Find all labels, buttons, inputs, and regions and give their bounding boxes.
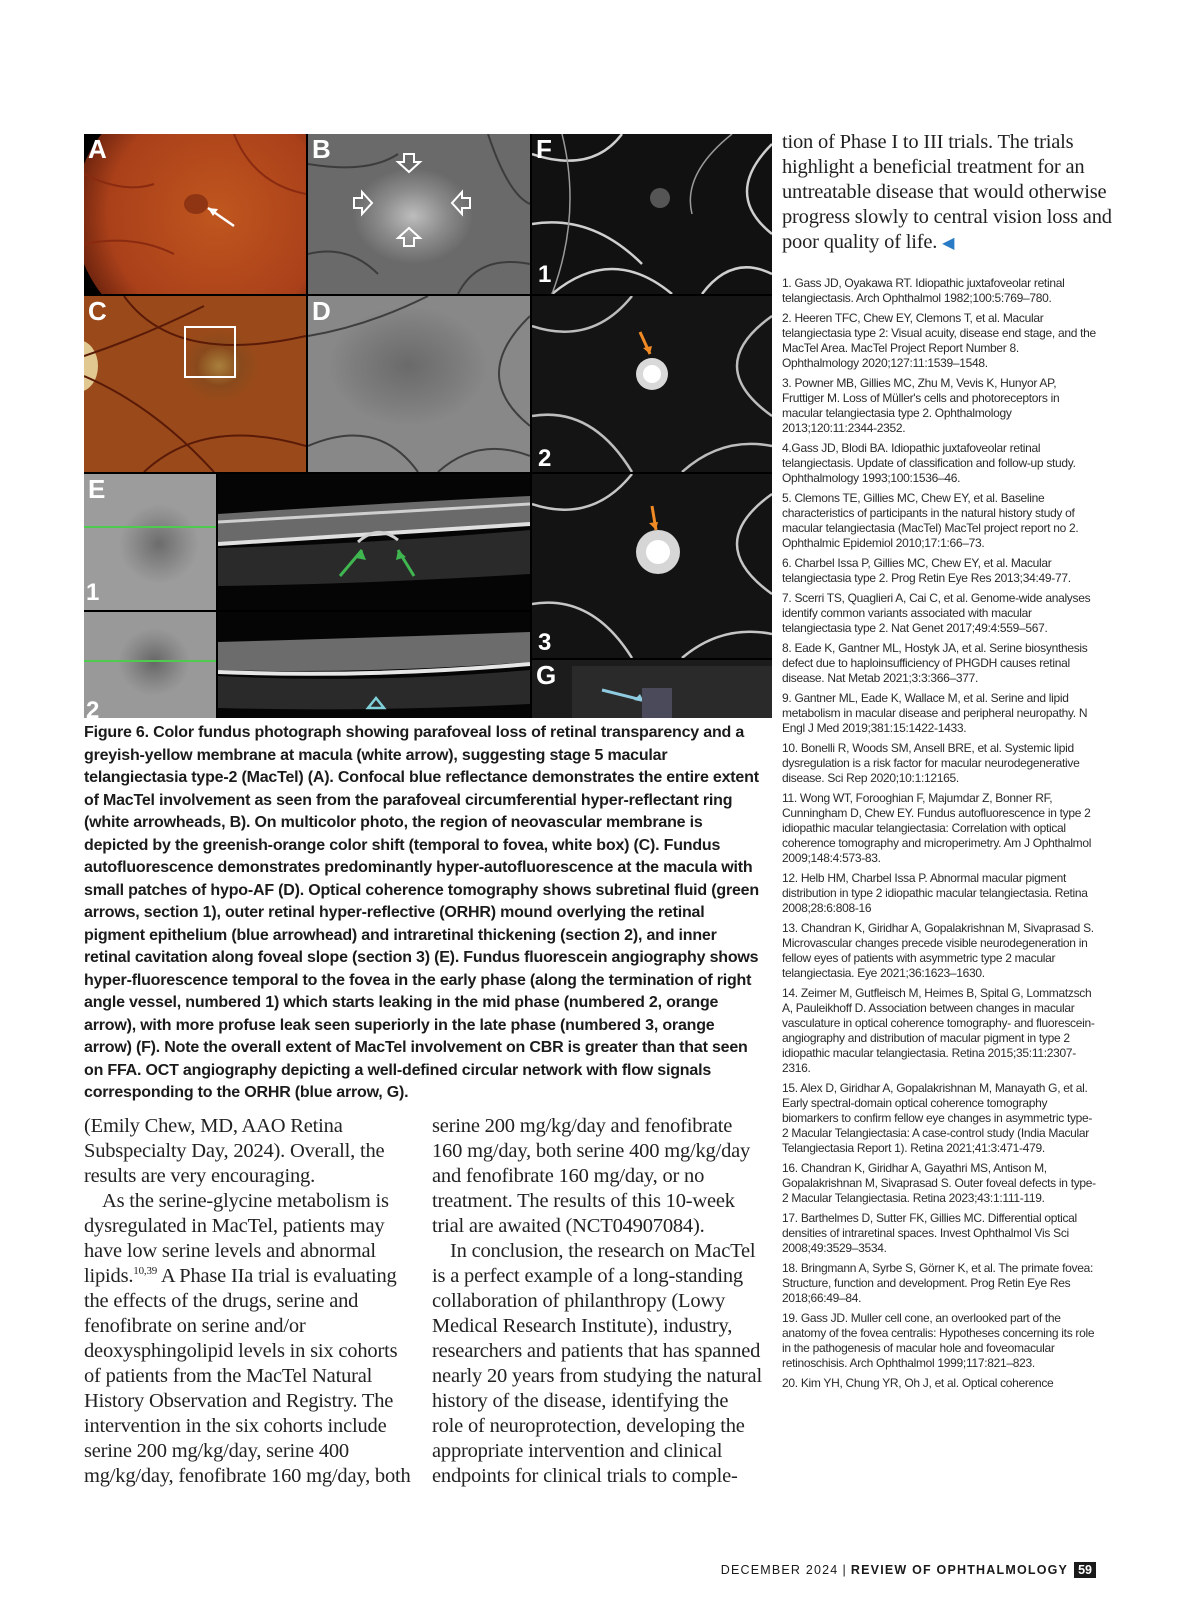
panel-d-autofluorescence xyxy=(308,296,530,472)
panel-label-f: F xyxy=(536,134,552,164)
reference-item: 11. Wong WT, Forooghian F, Majumdar Z, Bonner RF, Cunningham D, Chew EY. Fundus autofluorescence in type 2 idiopathic macular telangiectasia: Correlation with optical coherence tomography and microperimetry. Am J Ophthalmol 2009;148:4:573-83. xyxy=(782,791,1092,865)
scan-line xyxy=(84,660,216,662)
panel-f1-ffa-early xyxy=(532,134,772,294)
panel-e1-oct xyxy=(218,474,530,610)
body-paragraph: In conclusion, the research on MacTel is a perfect example of a long-standing collaboration of philanthropy (Lowy Medical Research Institute), industry, researchers and patients that has spanned nearly 20 years from studying the natural history of the disease, identifying the role of neuroprotection, developing the appropriate intervention and clinical endpoints for clinical trials to comple- xyxy=(432,1240,762,1487)
section-number-e1: 1 xyxy=(86,579,100,606)
reference-item: 12. Helb HM, Charbel Issa P. Abnormal macular pigment distribution in type 2 idiopathic macular telangiectasia. Retina 2008;28:6:808-16 xyxy=(782,871,1088,915)
issue-date: DECEMBER 2024 xyxy=(720,1563,839,1577)
reference-item: 13. Chandran K, Giridhar A, Gopalakrishnan M, Sivaprasad S. Microvascular changes precede visible neurodegeneration in fellow eyes of patients with asymmetric type 2 macular telangiectasia. Eye 2021;36:1623–1630. xyxy=(782,921,1094,980)
reference-item: 19. Gass JD. Muller cell cone, an overlooked part of the anatomy of the fovea centralis: Hypotheses concerning its role in the pathogenesis of macular hole and foveomacular retinoschisis. Arch Ophthalmol 1999;117:821–823. xyxy=(782,1311,1095,1370)
panel-c-multicolor xyxy=(84,296,306,472)
reference-item: 2. Heeren TFC, Chew EY, Clemons T, et al. Macular telangiectasia type 2: Visual acuity, disease end stage, and the MacTel Area. MacTel Project Report Number 8. Ophthalmology 2020;127:11:1539–1548. xyxy=(782,311,1096,370)
panel-e1-infrared xyxy=(84,474,216,610)
panel-label-g: G xyxy=(536,660,557,690)
end-of-article-icon: ◀ xyxy=(942,235,955,252)
reference-item: 16. Chandran K, Giridhar A, Gayathri MS, Antison M, Gopalakrishnan M, Sivaprasad S. Outer foveal defects in type-2 Macular Telangiectasia. Retina 2023;43:1:111-119. xyxy=(782,1161,1096,1205)
reference-item: 20. Kim YH, Chung YR, Oh J, et al. Optical coherence xyxy=(782,1376,1054,1390)
panel-label-c: C xyxy=(88,296,107,326)
body-paragraph xyxy=(84,1189,414,1489)
body-text: tion of Phase I to III trials. The trials highlight a beneficial treatment for an untreatable disease that would otherwise progress slowly to central vision loss and poor quality of life. xyxy=(782,131,1112,253)
body-paragraph xyxy=(782,130,1112,256)
section-number-e2: 2 xyxy=(86,697,100,718)
reference-item: 9. Gantner ML, Eade K, Wallace M, et al. Serine and lipid metabolism in macular disease and peripheral neuropathy. N Engl J Med 2019;381:15:1422-1433. xyxy=(782,691,1088,735)
reference-item: 4.Gass JD, Blodi BA. Idiopathic juxtafoveolar retinal telangiectasis. Update of classification and follow-up study. Ophthalmology 1993;100:1536–46. xyxy=(782,441,1076,485)
reference-item: 7. Scerri TS, Quaglieri A, Cai C, et al. Genome-wide analyses identify common variants associated with macular telangiectasia type 2. Nat Genet 2017;49:4:559–567. xyxy=(782,591,1091,635)
panel-e2-oct xyxy=(218,612,530,718)
white-box-marker xyxy=(184,326,236,378)
panel-f2-ffa-mid xyxy=(532,296,772,472)
reference-item: 3. Powner MB, Gillies MC, Zhu M, Vevis K, Hunyor AP, Fruttiger M. Loss of Müller's cells and photoreceptors in macular telangiectasia type 2. Ophthalmology 2013;120:11:2344-2352. xyxy=(782,376,1060,435)
section-number-f1: 1 xyxy=(538,261,552,288)
figure-caption: Figure 6. Color fundus photograph showing parafoveal loss of retinal transparency and a greyish-yellow membrane at macula (white arrow), suggesting stage 5 macular telangiectasia type-2 (MacTel) (A). Confocal blue reflectance demonstrates the entire extent of MacTel involvement as seen from the parafoveal circumferential hyper-reflectant ring (white arrowheads, B). On multicolor photo, the region of neovascular membrane is depicted by the greenish-orange color shift (temporal to fovea, white box) (C). Fundus autofluorescence demonstrates predominantly hyper-autofluorescence at the macula with small patches of hypo-AF (D). Optical coherence tomography shows subretinal fluid (green arrows, section 1), outer retinal hyper-reflective (ORHR) mound overlying the retinal pigment epithelium (blue arrowhead) and intraretinal thickening (section 2), and inner retinal cavitation along foveal slope (section 3) (E). Fundus fluorescein angiography shows hyper-fluorescence temporal to the fovea in the early phase (along the termination of right angle vessel, numbered 1) which starts leaking in the mid phase (numbered 2, orange arrow), with more profuse leak seen superiorly in the late phase (numbered 3, orange arrow) (F). Note the overall extent of MacTel involvement on CBR is greater than that seen on FFA. OCT angiography depicting a well-defined circular network with flow signals corresponding to the ORHR (blue arrow, G). xyxy=(84,724,759,1101)
references-list xyxy=(782,276,1098,1396)
reference-item: 8. Eade K, Gantner ML, Hostyk JA, et al. Serine biosynthesis defect due to haploinsufficiency of PHGDH causes retinal disease. Nat Metab 2021;3:3:366–377. xyxy=(782,641,1088,685)
reference-item: 18. Bringmann A, Syrbe S, Görner K, et al. The primate fovea: Structure, function and development. Prog Retin Eye Res 2018;66:49–84. xyxy=(782,1261,1093,1305)
reference-item: 1. Gass JD, Oyakawa RT. Idiopathic juxtafoveolar retinal telangiectasis. Arch Ophthalmol 1982;100:5:769–780. xyxy=(782,276,1065,305)
reference-item: 15. Alex D, Giridhar A, Gopalakrishnan M, Manayath G, et al. Early spectral-domain optical coherence tomography biomarkers to confirm fellow eye changes in asymmetric type-2 Macular Telangiectasia: A case-control study (India Macular Telangiectasia Report 1). Retina 2021;41:3:471-479. xyxy=(782,1081,1093,1155)
reference-item: 5. Clemons TE, Gillies MC, Chew EY, et al. Baseline characteristics of participants in the natural history study of macular telangiectasia (MacTel) MacTel project report no 2. Ophthalmic Epidemiol 2010;17:1:66–73. xyxy=(782,491,1079,550)
body-column-1 xyxy=(84,1114,414,1489)
panel-label-a: A xyxy=(88,134,107,164)
panel-g-oct-angiography xyxy=(532,660,772,718)
body-paragraph: (Emily Chew, MD, AAO Retina Subspecialty Day, 2024). Overall, the results are very encouraging. xyxy=(84,1115,385,1187)
panel-b-confocal-blue-reflectance xyxy=(308,134,530,294)
panel-label-d: D xyxy=(312,296,331,326)
body-text: A Phase IIa trial is evaluating the effects of the drugs, serine and fenofibrate on serine and/or deoxysphingolipid levels in six cohorts of patients from the MacTel Natural History Observation and Registry. The intervention in the six cohorts include serine 200 mg/kg/day, serine 400 mg/kg/day, fenofibrate 160 mg/day, both xyxy=(84,1265,411,1487)
section-number-f3: 3 xyxy=(538,629,552,656)
panel-label-b: B xyxy=(312,134,331,164)
reference-item: 10. Bonelli R, Woods SM, Ansell BRE, et al. Systemic lipid dysregulation is a risk factor for macular neurodegenerative disease. Sci Rep 2020;10:1:12165. xyxy=(782,741,1080,785)
body-column-2 xyxy=(432,1114,762,1489)
body-paragraph: serine 200 mg/kg/day and fenofibrate 160 mg/day, both serine 400 mg/kg/day and fenofibrate 160 mg/day, or no treatment. The results of this 10-week trial are awaited (NCT04907084). xyxy=(432,1115,751,1237)
panel-label-e: E xyxy=(88,474,106,504)
footer-separator: | xyxy=(842,1563,847,1577)
figure-6 xyxy=(84,134,772,718)
scan-line xyxy=(84,526,216,528)
body-column-3 xyxy=(782,130,1112,256)
panel-a-color-fundus xyxy=(84,134,306,294)
reference-item: 6. Charbel Issa P, Gillies MC, Chew EY, et al. Macular telangiectasia type 2. Prog Retin Eye Res 2013;34:49-77. xyxy=(782,556,1071,585)
page-number: 59 xyxy=(1074,1562,1096,1578)
panel-e2-infrared xyxy=(84,612,216,718)
section-number-f2: 2 xyxy=(538,445,552,472)
page-footer xyxy=(721,1562,1096,1578)
publication-name: REVIEW OF OPHTHALMOLOGY xyxy=(850,1563,1069,1577)
body-text: As the serine-glycine metabolism is dysregulated in MacTel, patients may have low serine levels and abnormal lipids. xyxy=(84,1190,389,1287)
panel-f3-ffa-late xyxy=(532,474,772,658)
reference-item: 14. Zeimer M, Gutfleisch M, Heimes B, Spital G, Lommatzsch A, Pauleikhoff D. Association between changes in macular vasculature in optical coherence tomography- and fluorescein-angiography and distribution of macular pigment in type 2 idiopathic macular telangiectasia. Retina 2015;35:11:2307-2316. xyxy=(782,986,1095,1075)
reference-item: 17. Barthelmes D, Sutter FK, Gillies MC. Differential optical densities of intraretinal spaces. Invest Ophthalmol Vis Sci 2008;49:3529–3534. xyxy=(782,1211,1077,1255)
citation-superscript: 10,39 xyxy=(133,1265,158,1278)
